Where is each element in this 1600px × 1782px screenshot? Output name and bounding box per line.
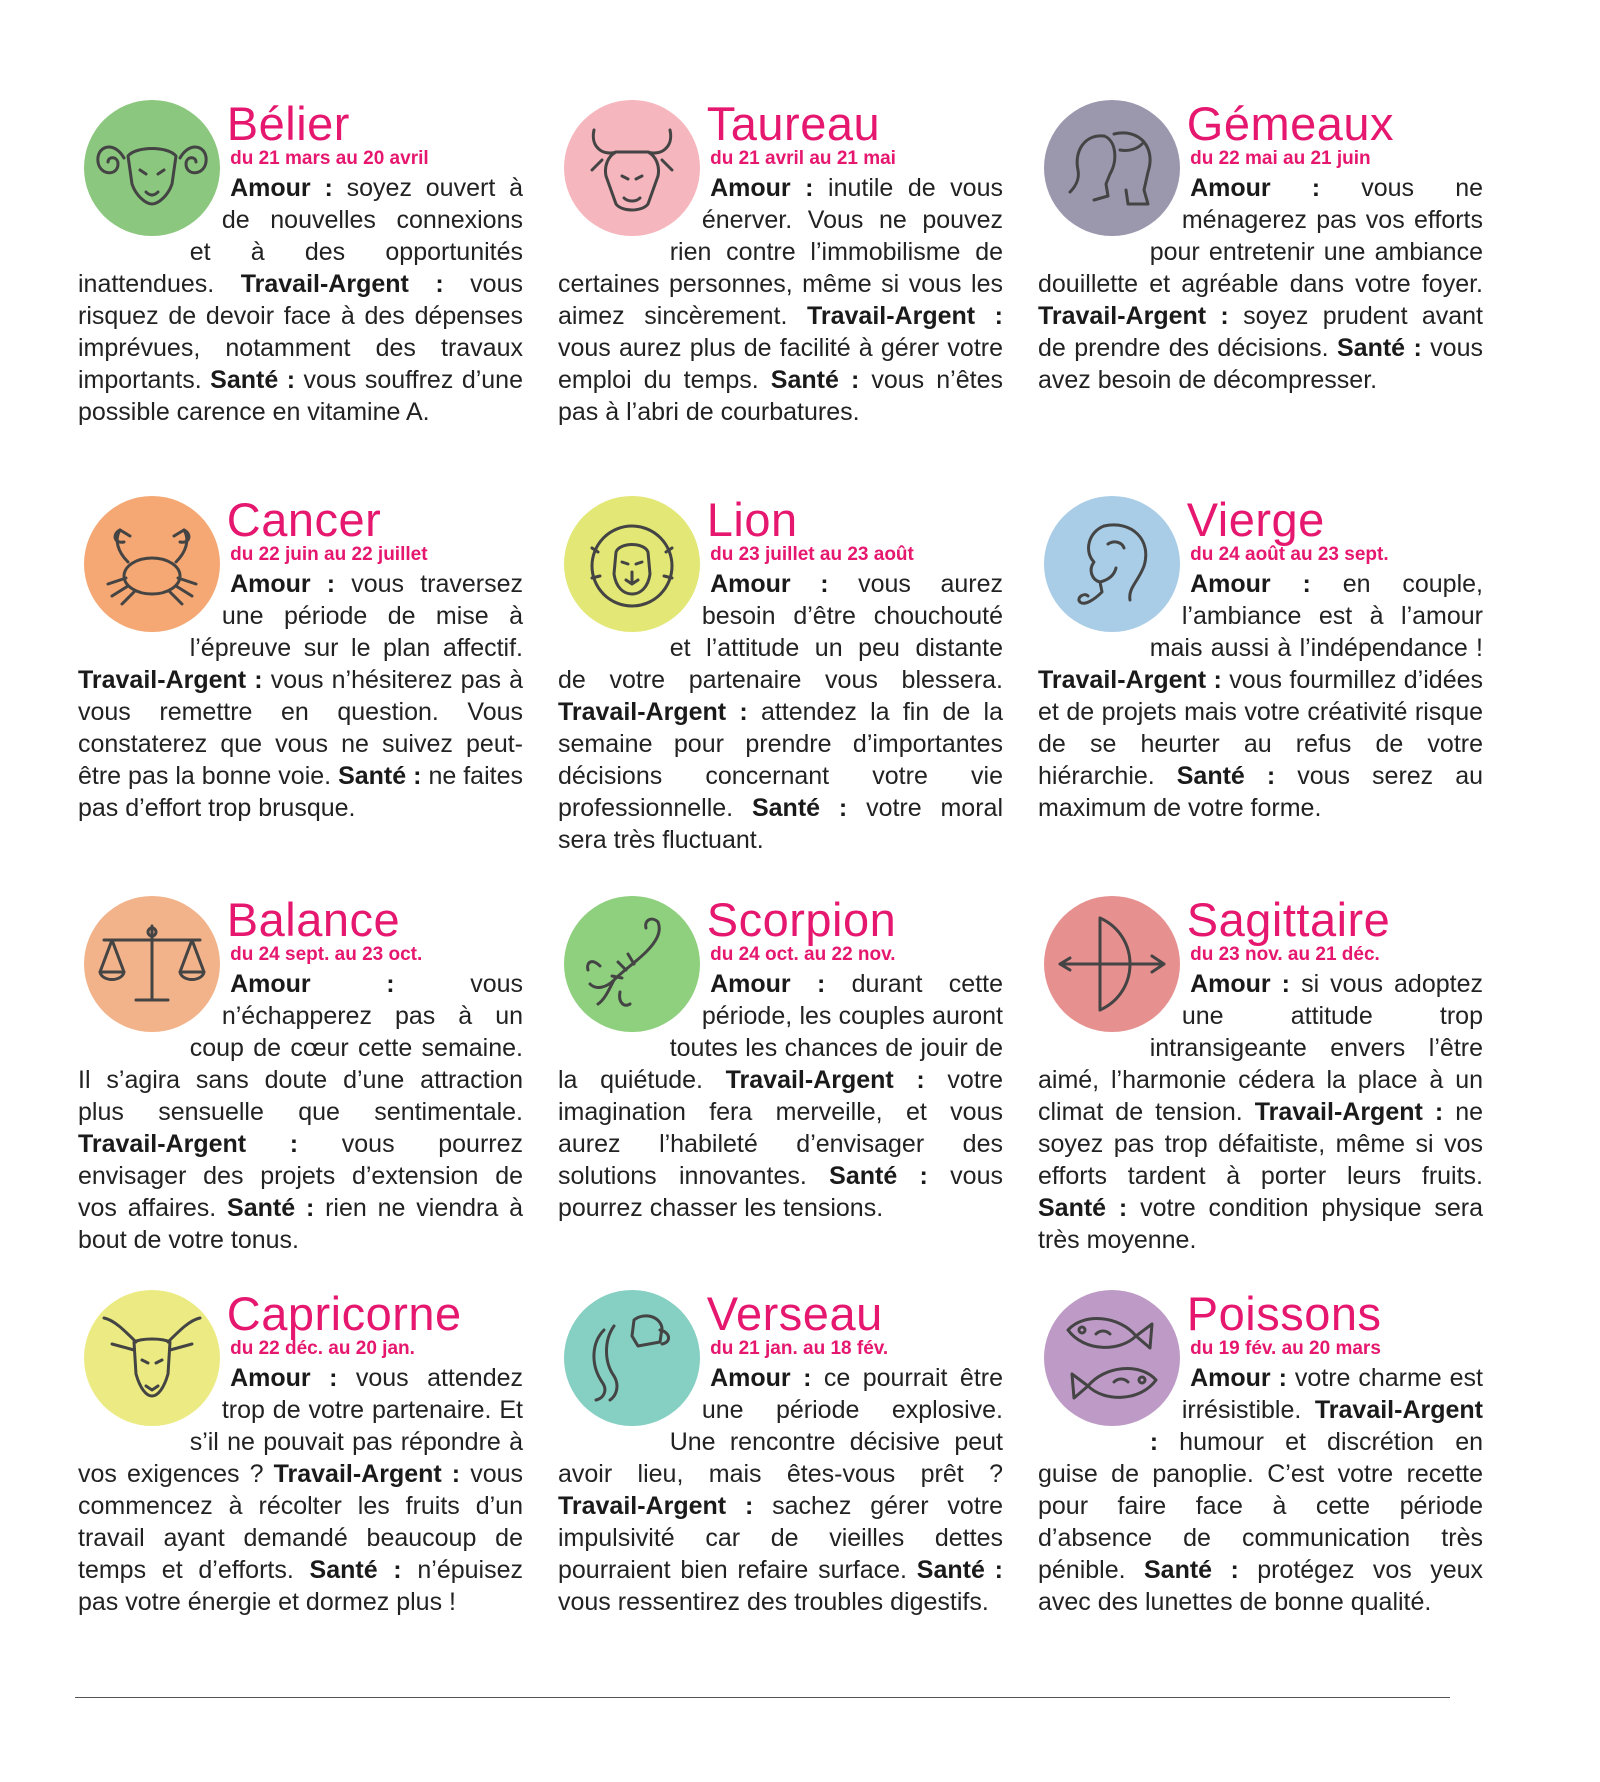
goat-icon xyxy=(84,1290,220,1426)
amour-label: Amour : xyxy=(1190,970,1291,998)
sign-name: Vierge xyxy=(1186,493,1325,546)
amour-label: Amour : xyxy=(1190,1364,1287,1392)
amour-text: vous attendez trop de votre partenaire. Et s’il ne pouvait pas répondre à vos exigences ? xyxy=(78,1364,523,1488)
travail-label: Travail-Argent : xyxy=(558,1492,754,1520)
sante-label: Santé : xyxy=(1176,762,1276,790)
archer-icon xyxy=(1044,896,1180,1032)
travail-label: Travail-Argent : xyxy=(78,666,263,694)
sante-label: Santé : xyxy=(227,1194,315,1222)
sign-dates: du 23 juillet au 23 août xyxy=(710,544,914,565)
sign-dates: du 24 sept. au 23 oct. xyxy=(230,944,423,965)
scales-icon xyxy=(84,896,220,1032)
amour-text: ce pourrait être une période explosive. Une rencontre décisive peut avoir lieu, mais êtes-vous prêt ? xyxy=(558,1364,1003,1488)
sign-card-verseau xyxy=(558,1287,1003,1618)
lion-icon xyxy=(564,496,700,632)
amour-text: vous n’échapperez pas à un coup de cœur cette semaine. Il s’agira sans doute d’une attraction plus sensuelle que sentimentale. xyxy=(78,970,523,1126)
travail-label: Travail-Argent : xyxy=(725,1066,925,1094)
amour-text: soyez ouvert à de nouvelles connexions et à des opportunités inattendues. xyxy=(78,174,523,298)
travail-text: vous commencez à récolter les fruits d’un travail ayant demandé beaucoup de temps et d’efforts. xyxy=(78,1460,524,1584)
sign-name: Scorpion xyxy=(706,893,897,946)
bottom-divider xyxy=(75,1697,1450,1698)
amour-label: Amour : xyxy=(710,570,829,598)
sign-name: Verseau xyxy=(706,1287,883,1340)
travail-label: Travail-Argent : xyxy=(1149,1396,1483,1456)
sante-label: Santé : xyxy=(1143,1556,1239,1584)
sign-dates: du 19 fév. au 20 mars xyxy=(1190,1338,1381,1359)
sign-card-cancer xyxy=(78,493,524,824)
amour-label: Amour : xyxy=(230,1364,338,1392)
sign-card-belier xyxy=(78,97,523,428)
sign-dates: du 21 mars au 20 avril xyxy=(230,148,429,169)
travail-text: ne soyez pas trop défaitiste, même si vos efforts tardent à porter leurs fruits. xyxy=(1038,1098,1483,1190)
travail-text: attendez la fin de la semaine pour prendre d’importantes décisions concernant votre vie professionnelle. xyxy=(558,698,1003,822)
travail-text: votre imagination fera merveille, et vous aurez l’habileté d’envisager des solutions innovantes. xyxy=(558,1066,1003,1190)
sign-name: Bélier xyxy=(226,97,350,150)
sante-label: Santé : xyxy=(829,1162,928,1190)
amour-label: Amour : xyxy=(230,570,336,598)
sante-text: vous avez besoin de décompresser. xyxy=(1038,334,1483,394)
sante-label: Santé : xyxy=(1337,334,1422,362)
amour-label: Amour : xyxy=(710,1364,812,1392)
sante-label: Santé : xyxy=(770,366,860,394)
travail-label: Travail-Argent : xyxy=(1254,1098,1444,1126)
amour-text: vous ne ménagerez pas vos efforts pour entretenir une ambiance douillette et agréable dans votre foyer. xyxy=(1038,174,1484,298)
travail-text: vous risquez de devoir face à des dépenses imprévues, notamment des travaux importants. xyxy=(78,270,523,394)
amour-text: si vous adoptez une attitude trop intransigeante envers l’être aimé, l’harmonie cédera la place à un climat de tension. xyxy=(1038,970,1483,1126)
sign-card-capricorne xyxy=(78,1287,524,1618)
sign-name: Taureau xyxy=(706,97,881,150)
sante-label: Santé : xyxy=(751,794,848,822)
travail-label: Travail-Argent : xyxy=(1038,302,1229,330)
fish-icon xyxy=(1044,1290,1180,1426)
sign-card-gemeaux xyxy=(1038,97,1484,396)
sign-dates: du 21 jan. au 18 fév. xyxy=(710,1338,889,1359)
sign-card-balance xyxy=(78,893,523,1256)
sign-dates: du 22 mai au 21 juin xyxy=(1190,148,1371,169)
amour-text: votre charme est irrésistible. xyxy=(1181,1364,1483,1424)
amour-text: vous aurez besoin d’être chouchouté et l’attitude un peu distante de votre partenaire vous blessera. xyxy=(558,570,1003,694)
sante-text: vous n’êtes pas à l’abri de courbatures. xyxy=(558,366,1003,426)
sign-name: Gémeaux xyxy=(1186,97,1395,150)
sign-dates: du 24 oct. au 22 nov. xyxy=(710,944,896,965)
sign-name: Sagittaire xyxy=(1186,893,1391,946)
travail-text: humour et discrétion en guise de panoplie. C’est votre recette pour faire face à cette période d’absence de communication très pénible. xyxy=(1038,1428,1483,1584)
travail-text: vous aurez plus de facilité à gérer votre emploi du temps. xyxy=(558,334,1003,394)
water-bearer-icon xyxy=(564,1290,700,1426)
scorpion-icon xyxy=(564,896,700,1032)
virgin-icon xyxy=(1044,496,1180,632)
bull-icon xyxy=(564,100,700,236)
sign-card-scorpion xyxy=(558,893,1003,1224)
travail-text: vous n’hésiterez pas à vous remettre en question. Vous constaterez que vous ne suivez peut-être pas la bonne voie. xyxy=(78,666,524,790)
sante-text: vous serez au maximum de votre forme. xyxy=(1038,762,1483,822)
sante-text: ne faites pas d’effort trop brusque. xyxy=(78,762,523,822)
travail-label: Travail-Argent : xyxy=(1038,666,1222,694)
sign-dates: du 22 déc. au 20 jan. xyxy=(230,1338,415,1359)
sante-label: Santé : xyxy=(309,1556,402,1584)
sante-text: protégez vos yeux avec des lunettes de bonne qualité. xyxy=(1038,1556,1483,1616)
amour-label: Amour : xyxy=(230,174,333,202)
sign-name: Poissons xyxy=(1186,1287,1382,1340)
sante-text: votre condition physique sera très moyenne. xyxy=(1038,1194,1483,1254)
travail-text: vous fourmillez d’idées et de projets mais votre créativité risque de se heurter au refus de votre hiérarchie. xyxy=(1038,666,1484,790)
amour-label: Amour : xyxy=(710,174,814,202)
sign-dates: du 21 avril au 21 mai xyxy=(710,148,896,169)
sign-name: Balance xyxy=(226,893,401,946)
sante-text: votre moral sera très fluctuant. xyxy=(558,794,1003,854)
sign-name: Capricorne xyxy=(226,1287,462,1340)
sign-dates: du 24 août au 23 sept. xyxy=(1190,544,1389,565)
travail-label: Travail-Argent : xyxy=(273,1460,461,1488)
travail-label: Travail-Argent : xyxy=(78,1130,299,1158)
amour-text: vous traversez une période de mise à l’épreuve sur le plan affectif. xyxy=(189,570,524,662)
sign-name: Cancer xyxy=(226,493,382,546)
sign-card-lion xyxy=(558,493,1003,856)
sign-dates: du 23 nov. au 21 déc. xyxy=(1190,944,1380,965)
sign-card-taureau xyxy=(558,97,1003,428)
crab-icon xyxy=(84,496,220,632)
travail-text: vous pourrez envisager des projets d’extension de vos affaires. xyxy=(78,1130,523,1222)
sante-text: vous souffrez d’une possible carence en vitamine A. xyxy=(78,366,523,426)
ram-icon xyxy=(84,100,220,236)
sante-text: rien ne viendra à bout de votre tonus. xyxy=(78,1194,523,1254)
sante-text: vous pourrez chasser les tensions. xyxy=(558,1162,1003,1222)
sign-card-vierge xyxy=(1038,493,1484,824)
amour-text: durant cette période, les couples auront toutes les chances de jouir de la quiétude. xyxy=(558,970,1003,1094)
travail-text: soyez prudent avant de prendre des décisions. xyxy=(1038,302,1484,362)
amour-label: Amour : xyxy=(1190,570,1311,598)
sign-dates: du 22 juin au 22 juillet xyxy=(230,544,428,565)
amour-label: Amour : xyxy=(710,970,826,998)
travail-label: Travail-Argent : xyxy=(558,698,748,726)
sante-label: Santé : xyxy=(338,762,422,790)
amour-text: en couple, l’ambiance est à l’amour mais aussi à l’indépendance ! xyxy=(1149,570,1483,662)
amour-label: Amour : xyxy=(1190,174,1321,202)
sante-label: Santé : xyxy=(210,366,296,394)
amour-text: inutile de vous énerver. Vous ne pouvez rien contre l’immobilisme de certaines personnes, même si vous les aimez sincèrement. xyxy=(558,174,1003,330)
twins-icon xyxy=(1044,100,1180,236)
sante-label: Santé : xyxy=(1038,1194,1128,1222)
sign-card-poissons xyxy=(1038,1287,1483,1618)
sante-text: vous ressentirez des troubles digestifs. xyxy=(558,1588,989,1616)
sante-text: n’épuisez pas votre énergie et dormez plus ! xyxy=(78,1556,523,1616)
sign-name: Lion xyxy=(706,493,798,546)
amour-label: Amour : xyxy=(230,970,395,998)
travail-text: sachez gérer votre impulsivité car de vieilles dettes pourraient bien refaire surface. xyxy=(558,1492,1003,1584)
travail-label: Travail-Argent : xyxy=(806,302,1003,330)
sign-card-sagittaire xyxy=(1038,893,1483,1256)
travail-label: Travail-Argent : xyxy=(240,270,444,298)
sante-label: Santé : xyxy=(916,1556,1003,1584)
